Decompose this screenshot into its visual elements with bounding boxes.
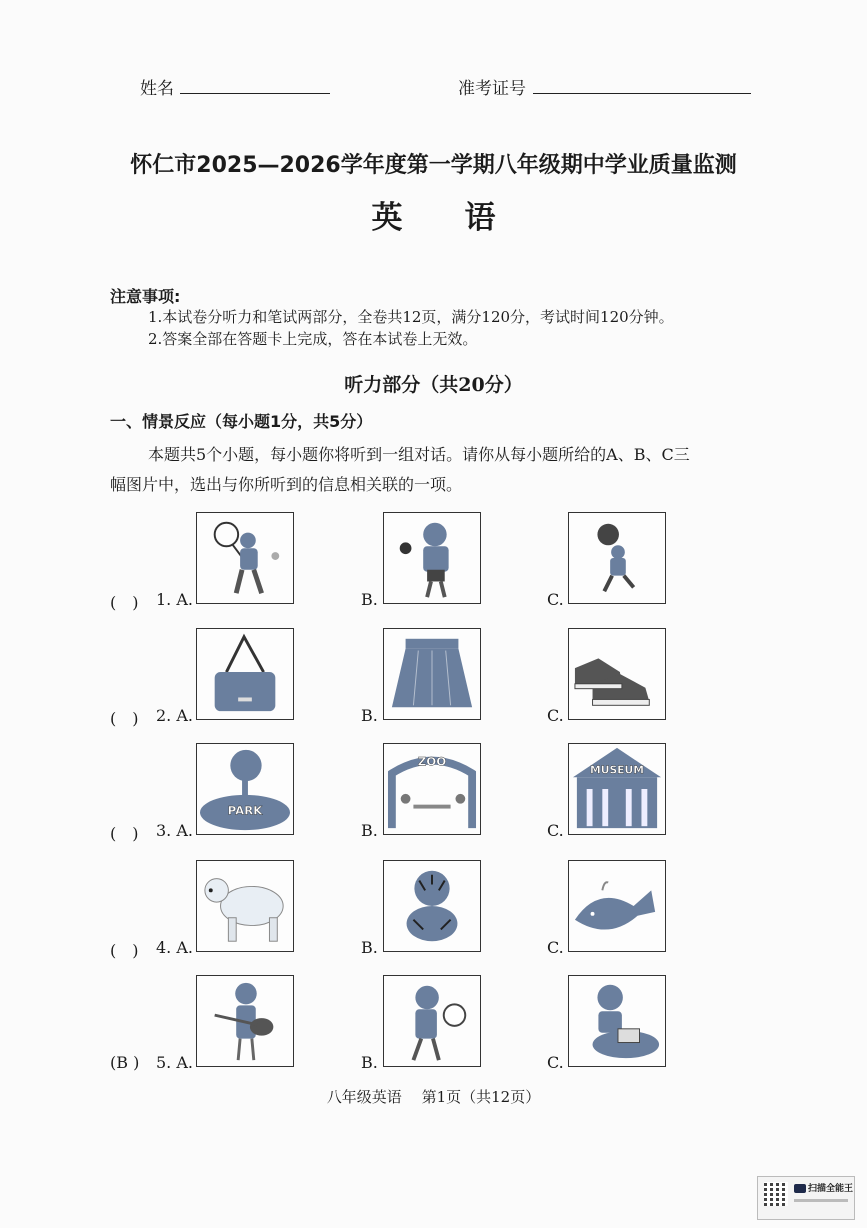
scanner-logo-icon: [794, 1184, 806, 1193]
answer-bracket: ( ): [110, 941, 139, 960]
sneakers-icon: [568, 628, 666, 720]
subject-title: 英 语: [371, 200, 496, 236]
part1-title: 一、情景反应（每小题1分，共5分）: [110, 412, 373, 431]
option-c-label: C.: [547, 938, 564, 957]
option-c-label: C.: [547, 1053, 564, 1072]
girl-volleyball-icon: [383, 975, 481, 1067]
skirt-icon: [383, 628, 481, 720]
option-c-label: C.: [547, 706, 564, 725]
svg-text:PARK: PARK: [227, 803, 263, 818]
notice-heading: 注意事项:: [110, 287, 181, 306]
girl-computer-icon: [568, 975, 666, 1067]
volleyball-player-icon: [568, 512, 666, 604]
option-b-label: B.: [361, 1053, 378, 1072]
answer-bracket: ( ): [110, 824, 139, 843]
svg-text:MUSEUM: MUSEUM: [590, 763, 644, 777]
instruction-line-2: 幅图片中，选出与你所听到的信息相关联的一项。: [110, 475, 463, 494]
question-number: 1. A.: [156, 590, 193, 609]
question-number: 3. A.: [156, 821, 193, 840]
svg-text:ZOO: ZOO: [417, 754, 447, 769]
notice-line-2: 2.答案全部在答题卡上完成，答在本试卷上无效。: [148, 330, 478, 348]
question-number: 4. A.: [156, 938, 193, 957]
ping-pong-player-icon: [383, 512, 481, 604]
instruction-line-1: 本题共5个小题，每小题你将听到一组对话。请你从每小题所给的A、B、C三: [148, 445, 690, 464]
girl-guitar-icon: [196, 975, 294, 1067]
park-icon: [196, 743, 294, 835]
question-number: 5. A.: [156, 1053, 193, 1072]
scanner-watermark: [757, 1176, 855, 1220]
option-c-label: C.: [547, 821, 564, 840]
option-b-label: B.: [361, 938, 378, 957]
id-blank: [533, 93, 751, 94]
question-number: 2. A.: [156, 706, 193, 725]
page-footer: 八年级英语 第1页（共12页）: [326, 1088, 541, 1106]
answer-bracket: ( ): [110, 709, 139, 728]
museum-icon: [568, 743, 666, 835]
name-label: 姓名: [140, 79, 174, 99]
whale-icon: [568, 860, 666, 952]
option-c-label: C.: [547, 590, 564, 609]
tennis-player-icon: [196, 512, 294, 604]
answer-bracket: (B ): [110, 1053, 140, 1072]
tiger-icon: [383, 860, 481, 952]
option-b-label: B.: [361, 590, 378, 609]
zoo-icon: [383, 743, 481, 835]
option-b-label: B.: [361, 706, 378, 725]
id-label: 准考证号: [458, 79, 526, 99]
exam-title: 怀仁市2025—2026学年度第一学期八年级期中学业质量监测: [130, 153, 737, 178]
name-blank: [180, 93, 330, 94]
polar-bear-icon: [196, 860, 294, 952]
handbag-icon: [196, 628, 294, 720]
answer-bracket: ( ): [110, 593, 139, 612]
scanner-watermark-text: 扫描全能王: [808, 1184, 854, 1194]
notice-line-1: 1.本试卷分听力和笔试两部分，全卷共12页，满分120分，考试时间120分钟。: [148, 308, 674, 326]
listening-section-title: 听力部分（共20分）: [344, 374, 523, 396]
option-b-label: B.: [361, 821, 378, 840]
